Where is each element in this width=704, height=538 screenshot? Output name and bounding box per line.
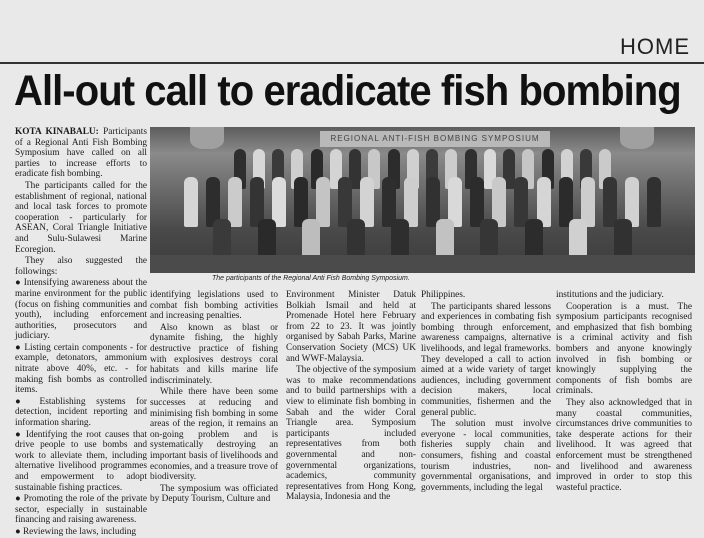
bullet-text: Identifying the root causes that drive people to use bombs and work to alleviate them, including alternative livelihood programmes and empowerment to adopt sustainable fishing practices. <box>15 429 147 493</box>
article-column-1 <box>15 127 148 537</box>
article-column-5 <box>556 290 692 493</box>
article-column-3 <box>286 290 416 503</box>
bullet-item <box>15 397 147 429</box>
paragraph: institutions and the judiciary. <box>556 290 664 300</box>
paragraph-text: Participants of a Regional Anti Fish Bombing Symposium have called on all parties to increase efforts to eradicate fish bombing. <box>15 127 147 180</box>
bullet-text: Reviewing the laws, including <box>22 526 137 537</box>
paragraph: While there have been some successes at reducing and minimising fish bombing in some areas of the region, it remains an on-going problem and is systematically destroying an important basis of livelihoods and economies, and a treasure trove of biodiversity. <box>150 387 278 483</box>
paragraph: They also suggested the followings: <box>15 256 147 277</box>
paragraph: They also acknowledged that in many coastal communities, circumstances drive communities to take desperate actions for their livelihood. It was agreed that enforcement must be strengthened and livelihood and awareness improved in order to stop this wasteful practice. <box>556 397 692 493</box>
article-column-2 <box>150 290 278 505</box>
paragraph: The participants shared lessons and experiences in combating fish bombing through enforcement, awareness campaigns, alternative livelihoods, and legal frameworks. They developed a call to action aimed at a wide variety of target audiences, including government decision makers, local communities, fishermen and the general public. <box>421 301 551 418</box>
paragraph: identifying legislations used to combat fish bombing activities and increasing penalties. <box>150 290 278 322</box>
group-photo <box>150 127 695 273</box>
bullet-item <box>15 430 147 494</box>
headline: All-out call to eradicate fish bombing <box>14 67 681 115</box>
section-label: HOME <box>620 34 690 59</box>
bullet-item <box>15 527 147 538</box>
bullet-icon: ● <box>15 396 29 407</box>
bullet-item <box>15 343 147 396</box>
photo-caption: The participants of the Regional Anti Fish Bombing Symposium. <box>212 275 410 282</box>
bullet-icon: ● <box>15 278 21 289</box>
bullet-icon: ● <box>15 526 21 537</box>
ceiling-lamp <box>190 127 224 149</box>
bullet-text: Promoting the role of the private sector, especially in sustainable financing and raising awareness. <box>15 494 148 526</box>
paragraph: The symposium was officiated by Deputy Tourism, Culture and <box>150 483 278 505</box>
paragraph: Also known as blast or dynamite fishing, the highly destructive practice of fishing with explosives destroys coral habitats and kills marine life indiscriminately. <box>150 322 278 386</box>
photo-banner: REGIONAL ANTI-FISH BOMBING SYMPOSIUM <box>320 131 550 147</box>
paragraph: Environment Minister Datuk Bolkiah Ismail and held at Promenade Hotel here February from 22 to 23. It was jointly organised by Sabah Parks, Marine Conservation Society (MCS) UK and WWF-Malaysia. <box>286 290 416 364</box>
bullet-icon: ● <box>15 342 22 353</box>
dateline: KOTA KINABALU: <box>15 127 99 137</box>
paragraph: The solution must involve everyone - local communities, fisheries supply chain and consumers, fishing and coastal tourism industries, non-governmental organisations, and governments, including the legal <box>421 419 551 493</box>
bullet-item <box>15 278 147 342</box>
paragraph: Philippines. <box>421 290 466 300</box>
bullet-item <box>15 494 147 526</box>
bullet-icon: ● <box>15 429 23 440</box>
paragraph: Cooperation is a must. The symposium participants recognised and emphasized that fish bombing is a criminal activity and fish bombers and anyone knowingly involved in fish bombing or knowingly supplying the components of fish bombs are criminals. <box>556 301 692 397</box>
chairs <box>150 255 695 273</box>
bullet-text: Establishing systems for detection, incident reporting and information sharing. <box>15 396 147 429</box>
ceiling-lamp <box>620 127 654 149</box>
paragraph: The participants called for the establishment of regional, national and local task forces to promote cooperation - particularly for ASEAN, Coral Triangle Initiative and Sulu-Sulawesi Marine Ecoregion. <box>15 180 147 255</box>
paragraph: The objective of the symposium was to make recommendations and to build partnerships with a view to eliminate fish bombing in Sabah and the wider Coral Triangle area. Symposium participants included representatives from both governmental and non-governmental organizations, academics, community representatives from Hong Kong, Malaysia, Indonesia and the <box>286 365 416 503</box>
article-column-4 <box>421 290 551 493</box>
paragraph <box>15 127 147 180</box>
bullet-text: Intensifying awareness about the marine environment for the public (focus on fishing communities and youth), including enforcement authorities, prosecutors and judiciary. <box>15 278 147 342</box>
people-row-front <box>150 219 695 259</box>
bullet-text: Listing certain components - for example, detonators, ammonium nitrate above 40%, etc. - for making fish bombs as controlled items. <box>15 342 148 396</box>
bullet-icon: ● <box>15 494 21 505</box>
